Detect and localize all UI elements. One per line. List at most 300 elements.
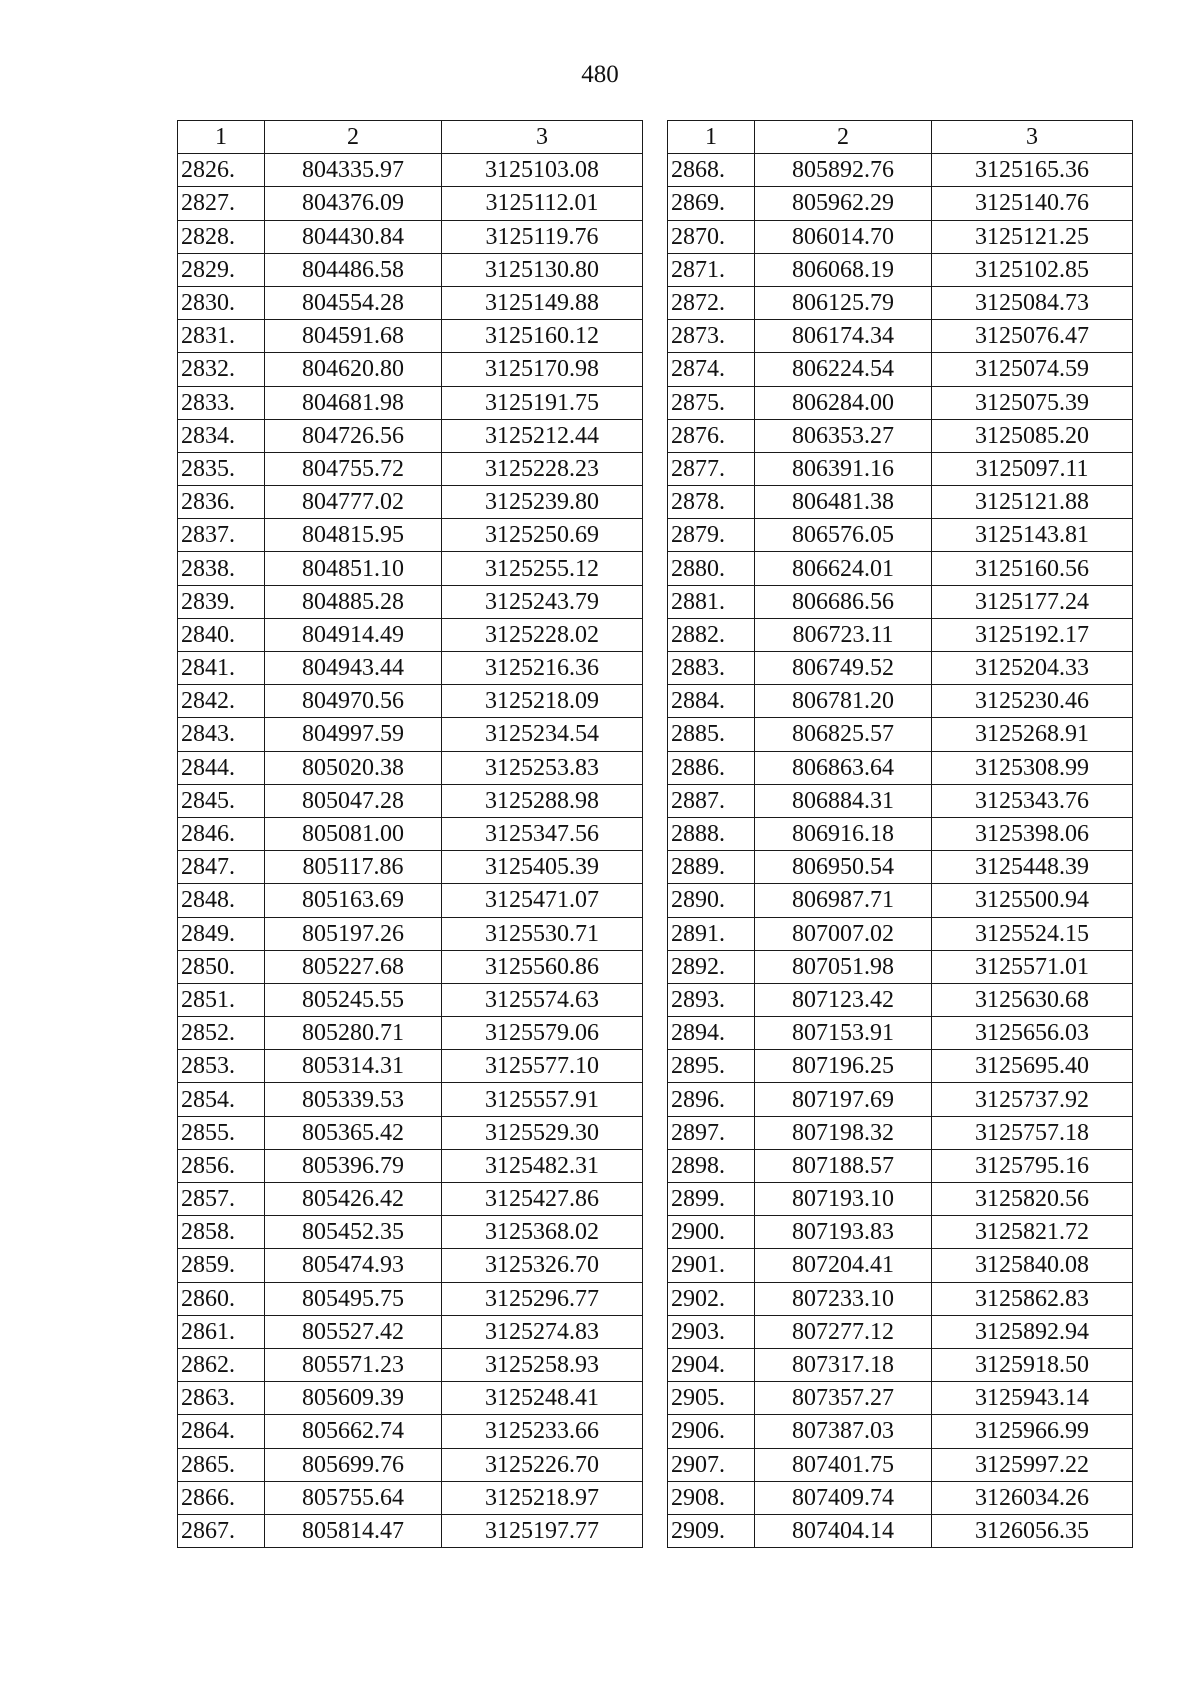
- y-coordinate-cell: 3125268.91: [932, 718, 1133, 751]
- table-row: [668, 1183, 1133, 1216]
- table-row: [178, 817, 643, 850]
- x-coordinate-cell: 805426.42: [265, 1183, 442, 1216]
- y-coordinate-cell: 3125943.14: [932, 1382, 1133, 1415]
- point-number-cell: 2853.: [178, 1050, 265, 1083]
- y-coordinate-cell: 3125177.24: [932, 585, 1133, 618]
- table-header-row: [178, 121, 643, 154]
- y-coordinate-cell: 3125630.68: [932, 983, 1133, 1016]
- y-coordinate-cell: 3125656.03: [932, 1017, 1133, 1050]
- x-coordinate-cell: 804486.58: [265, 253, 442, 286]
- table-row: [178, 220, 643, 253]
- table-row: [668, 1083, 1133, 1116]
- table-row: [178, 419, 643, 452]
- y-coordinate-cell: 3125121.88: [932, 486, 1133, 519]
- x-coordinate-cell: 806624.01: [755, 552, 932, 585]
- x-coordinate-cell: 805227.68: [265, 950, 442, 983]
- point-number-cell: 2848.: [178, 884, 265, 917]
- y-coordinate-cell: 3125243.79: [442, 585, 643, 618]
- table-row: [668, 386, 1133, 419]
- y-coordinate-cell: 3125191.75: [442, 386, 643, 419]
- y-coordinate-cell: 3125398.06: [932, 817, 1133, 850]
- point-number-cell: 2841.: [178, 652, 265, 685]
- point-number-cell: 2861.: [178, 1315, 265, 1348]
- x-coordinate-cell: 807123.42: [755, 983, 932, 1016]
- x-coordinate-cell: 805314.31: [265, 1050, 442, 1083]
- x-coordinate-cell: 806068.19: [755, 253, 932, 286]
- point-number-cell: 2876.: [668, 419, 755, 452]
- point-number-cell: 2843.: [178, 718, 265, 751]
- point-number-cell: 2858.: [178, 1216, 265, 1249]
- y-coordinate-cell: 3125076.47: [932, 320, 1133, 353]
- y-coordinate-cell: 3125918.50: [932, 1348, 1133, 1381]
- x-coordinate-cell: 807233.10: [755, 1282, 932, 1315]
- point-number-cell: 2856.: [178, 1149, 265, 1182]
- x-coordinate-cell: 804620.80: [265, 353, 442, 386]
- point-number-cell: 2896.: [668, 1083, 755, 1116]
- x-coordinate-cell: 805609.39: [265, 1382, 442, 1415]
- table-row: [668, 1116, 1133, 1149]
- x-coordinate-cell: 804970.56: [265, 685, 442, 718]
- point-number-cell: 2850.: [178, 950, 265, 983]
- table-row: [178, 851, 643, 884]
- table-row: [178, 1183, 643, 1216]
- point-number-cell: 2894.: [668, 1017, 755, 1050]
- table-row: [668, 552, 1133, 585]
- x-coordinate-cell: 806284.00: [755, 386, 932, 419]
- point-number-cell: 2867.: [178, 1514, 265, 1547]
- x-coordinate-cell: 806863.64: [755, 751, 932, 784]
- table-row: [668, 585, 1133, 618]
- table-row: [668, 618, 1133, 651]
- y-coordinate-cell: 3125121.25: [932, 220, 1133, 253]
- point-number-cell: 2874.: [668, 353, 755, 386]
- x-coordinate-cell: 807193.10: [755, 1183, 932, 1216]
- point-number-cell: 2899.: [668, 1183, 755, 1216]
- x-coordinate-cell: 804376.09: [265, 187, 442, 220]
- table-row: [178, 1282, 643, 1315]
- y-coordinate-cell: 3125757.18: [932, 1116, 1133, 1149]
- x-coordinate-cell: 805755.64: [265, 1481, 442, 1514]
- table-row: [668, 187, 1133, 220]
- table-row: [668, 652, 1133, 685]
- table-row: [178, 1481, 643, 1514]
- x-coordinate-cell: 805495.75: [265, 1282, 442, 1315]
- table-row: [178, 585, 643, 618]
- point-number-cell: 2868.: [668, 154, 755, 187]
- y-coordinate-cell: 3125143.81: [932, 519, 1133, 552]
- x-coordinate-cell: 807188.57: [755, 1149, 932, 1182]
- table-row: [178, 1382, 643, 1415]
- point-number-cell: 2834.: [178, 419, 265, 452]
- table-row: [178, 452, 643, 485]
- x-coordinate-cell: 805339.53: [265, 1083, 442, 1116]
- point-number-cell: 2891.: [668, 917, 755, 950]
- table-row: [668, 1050, 1133, 1083]
- y-coordinate-cell: 3125795.16: [932, 1149, 1133, 1182]
- table-row: [178, 751, 643, 784]
- table-row: [668, 1216, 1133, 1249]
- table-row: [668, 452, 1133, 485]
- y-coordinate-cell: 3125529.30: [442, 1116, 643, 1149]
- table-row: [178, 1050, 643, 1083]
- point-number-cell: 2832.: [178, 353, 265, 386]
- y-coordinate-cell: 3125560.86: [442, 950, 643, 983]
- table-row: [178, 983, 643, 1016]
- point-number-cell: 2873.: [668, 320, 755, 353]
- table-row: [668, 1415, 1133, 1448]
- point-number-cell: 2826.: [178, 154, 265, 187]
- y-coordinate-cell: 3125530.71: [442, 917, 643, 950]
- point-number-cell: 2886.: [668, 751, 755, 784]
- table-row: [178, 154, 643, 187]
- y-coordinate-cell: 3125482.31: [442, 1149, 643, 1182]
- point-number-cell: 2871.: [668, 253, 755, 286]
- y-coordinate-cell: 3125500.94: [932, 884, 1133, 917]
- table-row: [668, 320, 1133, 353]
- point-number-cell: 2903.: [668, 1315, 755, 1348]
- x-coordinate-cell: 804851.10: [265, 552, 442, 585]
- x-coordinate-cell: 806174.34: [755, 320, 932, 353]
- point-number-cell: 2887.: [668, 784, 755, 817]
- y-coordinate-cell: 3126034.26: [932, 1481, 1133, 1514]
- y-coordinate-cell: 3125228.23: [442, 452, 643, 485]
- y-coordinate-cell: 3125308.99: [932, 751, 1133, 784]
- table-row: [178, 386, 643, 419]
- page-number: 480: [581, 61, 619, 88]
- point-number-cell: 2846.: [178, 817, 265, 850]
- table-row: [668, 685, 1133, 718]
- x-coordinate-cell: 804914.49: [265, 618, 442, 651]
- y-coordinate-cell: 3125253.83: [442, 751, 643, 784]
- y-coordinate-cell: 3125368.02: [442, 1216, 643, 1249]
- table-row: [668, 1017, 1133, 1050]
- point-number-cell: 2870.: [668, 220, 755, 253]
- point-number-cell: 2884.: [668, 685, 755, 718]
- x-coordinate-cell: 805081.00: [265, 817, 442, 850]
- table-row: [178, 320, 643, 353]
- x-coordinate-cell: 805474.93: [265, 1249, 442, 1282]
- x-coordinate-cell: 806884.31: [755, 784, 932, 817]
- table-row: [668, 1149, 1133, 1182]
- table-row: [178, 1348, 643, 1381]
- y-coordinate-cell: 3125695.40: [932, 1050, 1133, 1083]
- table-row: [668, 751, 1133, 784]
- point-number-cell: 2877.: [668, 452, 755, 485]
- x-coordinate-cell: 805365.42: [265, 1116, 442, 1149]
- y-coordinate-cell: 3125170.98: [442, 353, 643, 386]
- x-coordinate-cell: 807317.18: [755, 1348, 932, 1381]
- x-coordinate-cell: 805962.29: [755, 187, 932, 220]
- y-coordinate-cell: 3125821.72: [932, 1216, 1133, 1249]
- x-coordinate-cell: 804777.02: [265, 486, 442, 519]
- point-number-cell: 2854.: [178, 1083, 265, 1116]
- y-coordinate-cell: 3125737.92: [932, 1083, 1133, 1116]
- column-header: 2: [265, 121, 442, 154]
- x-coordinate-cell: 806987.71: [755, 884, 932, 917]
- point-number-cell: 2840.: [178, 618, 265, 651]
- y-coordinate-cell: 3125230.46: [932, 685, 1133, 718]
- table-row: [668, 917, 1133, 950]
- column-header: 2: [755, 121, 932, 154]
- point-number-cell: 2849.: [178, 917, 265, 950]
- y-coordinate-cell: 3125571.01: [932, 950, 1133, 983]
- x-coordinate-cell: 804815.95: [265, 519, 442, 552]
- column-header: 1: [668, 121, 755, 154]
- table-row: [668, 784, 1133, 817]
- x-coordinate-cell: 807198.32: [755, 1116, 932, 1149]
- y-coordinate-cell: 3125296.77: [442, 1282, 643, 1315]
- y-coordinate-cell: 3125274.83: [442, 1315, 643, 1348]
- y-coordinate-cell: 3125862.83: [932, 1282, 1133, 1315]
- point-number-cell: 2875.: [668, 386, 755, 419]
- y-coordinate-cell: 3125448.39: [932, 851, 1133, 884]
- x-coordinate-cell: 806481.38: [755, 486, 932, 519]
- y-coordinate-cell: 3125097.11: [932, 452, 1133, 485]
- point-number-cell: 2880.: [668, 552, 755, 585]
- y-coordinate-cell: 3125074.59: [932, 353, 1133, 386]
- x-coordinate-cell: 807204.41: [755, 1249, 932, 1282]
- x-coordinate-cell: 807404.14: [755, 1514, 932, 1547]
- table-row: [668, 1448, 1133, 1481]
- table-row: [178, 353, 643, 386]
- point-number-cell: 2865.: [178, 1448, 265, 1481]
- y-coordinate-cell: 3125075.39: [932, 386, 1133, 419]
- table-row: [178, 618, 643, 651]
- x-coordinate-cell: 806224.54: [755, 353, 932, 386]
- x-coordinate-cell: 805814.47: [265, 1514, 442, 1547]
- y-coordinate-cell: 3125258.93: [442, 1348, 643, 1381]
- y-coordinate-cell: 3125966.99: [932, 1415, 1133, 1448]
- point-number-cell: 2863.: [178, 1382, 265, 1415]
- x-coordinate-cell: 804726.56: [265, 419, 442, 452]
- x-coordinate-cell: 806950.54: [755, 851, 932, 884]
- table-header-row: [668, 121, 1133, 154]
- x-coordinate-cell: 804885.28: [265, 585, 442, 618]
- table-row: [668, 419, 1133, 452]
- point-number-cell: 2885.: [668, 718, 755, 751]
- table-row: [178, 1514, 643, 1547]
- x-coordinate-cell: 806125.79: [755, 286, 932, 319]
- point-number-cell: 2866.: [178, 1481, 265, 1514]
- point-number-cell: 2889.: [668, 851, 755, 884]
- y-coordinate-cell: 3125165.36: [932, 154, 1133, 187]
- y-coordinate-cell: 3125820.56: [932, 1183, 1133, 1216]
- x-coordinate-cell: 805662.74: [265, 1415, 442, 1448]
- table-row: [668, 1514, 1133, 1547]
- point-number-cell: 2900.: [668, 1216, 755, 1249]
- point-number-cell: 2907.: [668, 1448, 755, 1481]
- x-coordinate-cell: 805571.23: [265, 1348, 442, 1381]
- column-header: 1: [178, 121, 265, 154]
- point-number-cell: 2852.: [178, 1017, 265, 1050]
- x-coordinate-cell: 805163.69: [265, 884, 442, 917]
- y-coordinate-cell: 3125204.33: [932, 652, 1133, 685]
- table-row: [178, 1448, 643, 1481]
- y-coordinate-cell: 3125149.88: [442, 286, 643, 319]
- coordinates-table-right: [667, 120, 1133, 1548]
- point-number-cell: 2897.: [668, 1116, 755, 1149]
- x-coordinate-cell: 805047.28: [265, 784, 442, 817]
- table-row: [178, 286, 643, 319]
- x-coordinate-cell: 806723.11: [755, 618, 932, 651]
- x-coordinate-cell: 805699.76: [265, 1448, 442, 1481]
- y-coordinate-cell: 3125216.36: [442, 652, 643, 685]
- y-coordinate-cell: 3125234.54: [442, 718, 643, 751]
- x-coordinate-cell: 807387.03: [755, 1415, 932, 1448]
- y-coordinate-cell: 3125892.94: [932, 1315, 1133, 1348]
- y-coordinate-cell: 3125577.10: [442, 1050, 643, 1083]
- y-coordinate-cell: 3125084.73: [932, 286, 1133, 319]
- x-coordinate-cell: 807357.27: [755, 1382, 932, 1415]
- table-row: [178, 519, 643, 552]
- y-coordinate-cell: 3125326.70: [442, 1249, 643, 1282]
- point-number-cell: 2829.: [178, 253, 265, 286]
- point-number-cell: 2901.: [668, 1249, 755, 1282]
- y-coordinate-cell: 3125248.41: [442, 1382, 643, 1415]
- point-number-cell: 2908.: [668, 1481, 755, 1514]
- y-coordinate-cell: 3125160.56: [932, 552, 1133, 585]
- point-number-cell: 2847.: [178, 851, 265, 884]
- table-row: [668, 718, 1133, 751]
- y-coordinate-cell: 3125579.06: [442, 1017, 643, 1050]
- point-number-cell: 2882.: [668, 618, 755, 651]
- y-coordinate-cell: 3125103.08: [442, 154, 643, 187]
- table-row: [668, 353, 1133, 386]
- y-coordinate-cell: 3125226.70: [442, 1448, 643, 1481]
- point-number-cell: 2844.: [178, 751, 265, 784]
- x-coordinate-cell: 804943.44: [265, 652, 442, 685]
- x-coordinate-cell: 805117.86: [265, 851, 442, 884]
- table-row: [178, 884, 643, 917]
- x-coordinate-cell: 806014.70: [755, 220, 932, 253]
- y-coordinate-cell: 3125102.85: [932, 253, 1133, 286]
- y-coordinate-cell: 3125112.01: [442, 187, 643, 220]
- table-row: [668, 1382, 1133, 1415]
- x-coordinate-cell: 805452.35: [265, 1216, 442, 1249]
- x-coordinate-cell: 805245.55: [265, 983, 442, 1016]
- x-coordinate-cell: 807197.69: [755, 1083, 932, 1116]
- point-number-cell: 2830.: [178, 286, 265, 319]
- x-coordinate-cell: 805892.76: [755, 154, 932, 187]
- table-row: [178, 1216, 643, 1249]
- x-coordinate-cell: 807401.75: [755, 1448, 932, 1481]
- point-number-cell: 2855.: [178, 1116, 265, 1149]
- y-coordinate-cell: 3125557.91: [442, 1083, 643, 1116]
- table-row: [668, 286, 1133, 319]
- point-number-cell: 2864.: [178, 1415, 265, 1448]
- point-number-cell: 2862.: [178, 1348, 265, 1381]
- y-coordinate-cell: 3125343.76: [932, 784, 1133, 817]
- table-row: [178, 187, 643, 220]
- table-row: [178, 652, 643, 685]
- point-number-cell: 2839.: [178, 585, 265, 618]
- y-coordinate-cell: 3125427.86: [442, 1183, 643, 1216]
- table-row: [668, 851, 1133, 884]
- x-coordinate-cell: 806686.56: [755, 585, 932, 618]
- table-row: [178, 917, 643, 950]
- table-row: [668, 486, 1133, 519]
- x-coordinate-cell: 804997.59: [265, 718, 442, 751]
- point-number-cell: 2833.: [178, 386, 265, 419]
- point-number-cell: 2898.: [668, 1149, 755, 1182]
- table-row: [178, 950, 643, 983]
- table-row: [668, 1315, 1133, 1348]
- x-coordinate-cell: 804430.84: [265, 220, 442, 253]
- point-number-cell: 2909.: [668, 1514, 755, 1547]
- point-number-cell: 2892.: [668, 950, 755, 983]
- x-coordinate-cell: 807051.98: [755, 950, 932, 983]
- point-number-cell: 2842.: [178, 685, 265, 718]
- point-number-cell: 2902.: [668, 1282, 755, 1315]
- y-coordinate-cell: 3125250.69: [442, 519, 643, 552]
- y-coordinate-cell: 3125471.07: [442, 884, 643, 917]
- x-coordinate-cell: 805280.71: [265, 1017, 442, 1050]
- table-row: [668, 1249, 1133, 1282]
- table-row: [178, 1017, 643, 1050]
- column-header: 3: [932, 121, 1133, 154]
- y-coordinate-cell: 3125405.39: [442, 851, 643, 884]
- point-number-cell: 2878.: [668, 486, 755, 519]
- y-coordinate-cell: 3126056.35: [932, 1514, 1133, 1547]
- x-coordinate-cell: 806825.57: [755, 718, 932, 751]
- y-coordinate-cell: 3125239.80: [442, 486, 643, 519]
- point-number-cell: 2860.: [178, 1282, 265, 1315]
- table-row: [178, 1415, 643, 1448]
- x-coordinate-cell: 807153.91: [755, 1017, 932, 1050]
- point-number-cell: 2893.: [668, 983, 755, 1016]
- point-number-cell: 2851.: [178, 983, 265, 1016]
- x-coordinate-cell: 804335.97: [265, 154, 442, 187]
- x-coordinate-cell: 804591.68: [265, 320, 442, 353]
- column-header: 3: [442, 121, 643, 154]
- x-coordinate-cell: 805197.26: [265, 917, 442, 950]
- point-number-cell: 2857.: [178, 1183, 265, 1216]
- x-coordinate-cell: 806749.52: [755, 652, 932, 685]
- point-number-cell: 2869.: [668, 187, 755, 220]
- x-coordinate-cell: 806576.05: [755, 519, 932, 552]
- table-row: [668, 220, 1133, 253]
- table-row: [668, 1282, 1133, 1315]
- x-coordinate-cell: 806781.20: [755, 685, 932, 718]
- table-row: [668, 950, 1133, 983]
- table-row: [668, 884, 1133, 917]
- y-coordinate-cell: 3125197.77: [442, 1514, 643, 1547]
- point-number-cell: 2836.: [178, 486, 265, 519]
- point-number-cell: 2895.: [668, 1050, 755, 1083]
- point-number-cell: 2838.: [178, 552, 265, 585]
- y-coordinate-cell: 3125119.76: [442, 220, 643, 253]
- table-row: [668, 253, 1133, 286]
- x-coordinate-cell: 806391.16: [755, 452, 932, 485]
- point-number-cell: 2837.: [178, 519, 265, 552]
- table-row: [668, 983, 1133, 1016]
- y-coordinate-cell: 3125997.22: [932, 1448, 1133, 1481]
- point-number-cell: 2859.: [178, 1249, 265, 1282]
- x-coordinate-cell: 807196.25: [755, 1050, 932, 1083]
- x-coordinate-cell: 804755.72: [265, 452, 442, 485]
- table-row: [668, 519, 1133, 552]
- point-number-cell: 2828.: [178, 220, 265, 253]
- y-coordinate-cell: 3125233.66: [442, 1415, 643, 1448]
- y-coordinate-cell: 3125840.08: [932, 1249, 1133, 1282]
- table-row: [178, 253, 643, 286]
- table-row: [668, 1481, 1133, 1514]
- y-coordinate-cell: 3125192.17: [932, 618, 1133, 651]
- x-coordinate-cell: 807409.74: [755, 1481, 932, 1514]
- table-row: [178, 718, 643, 751]
- point-number-cell: 2831.: [178, 320, 265, 353]
- y-coordinate-cell: 3125218.97: [442, 1481, 643, 1514]
